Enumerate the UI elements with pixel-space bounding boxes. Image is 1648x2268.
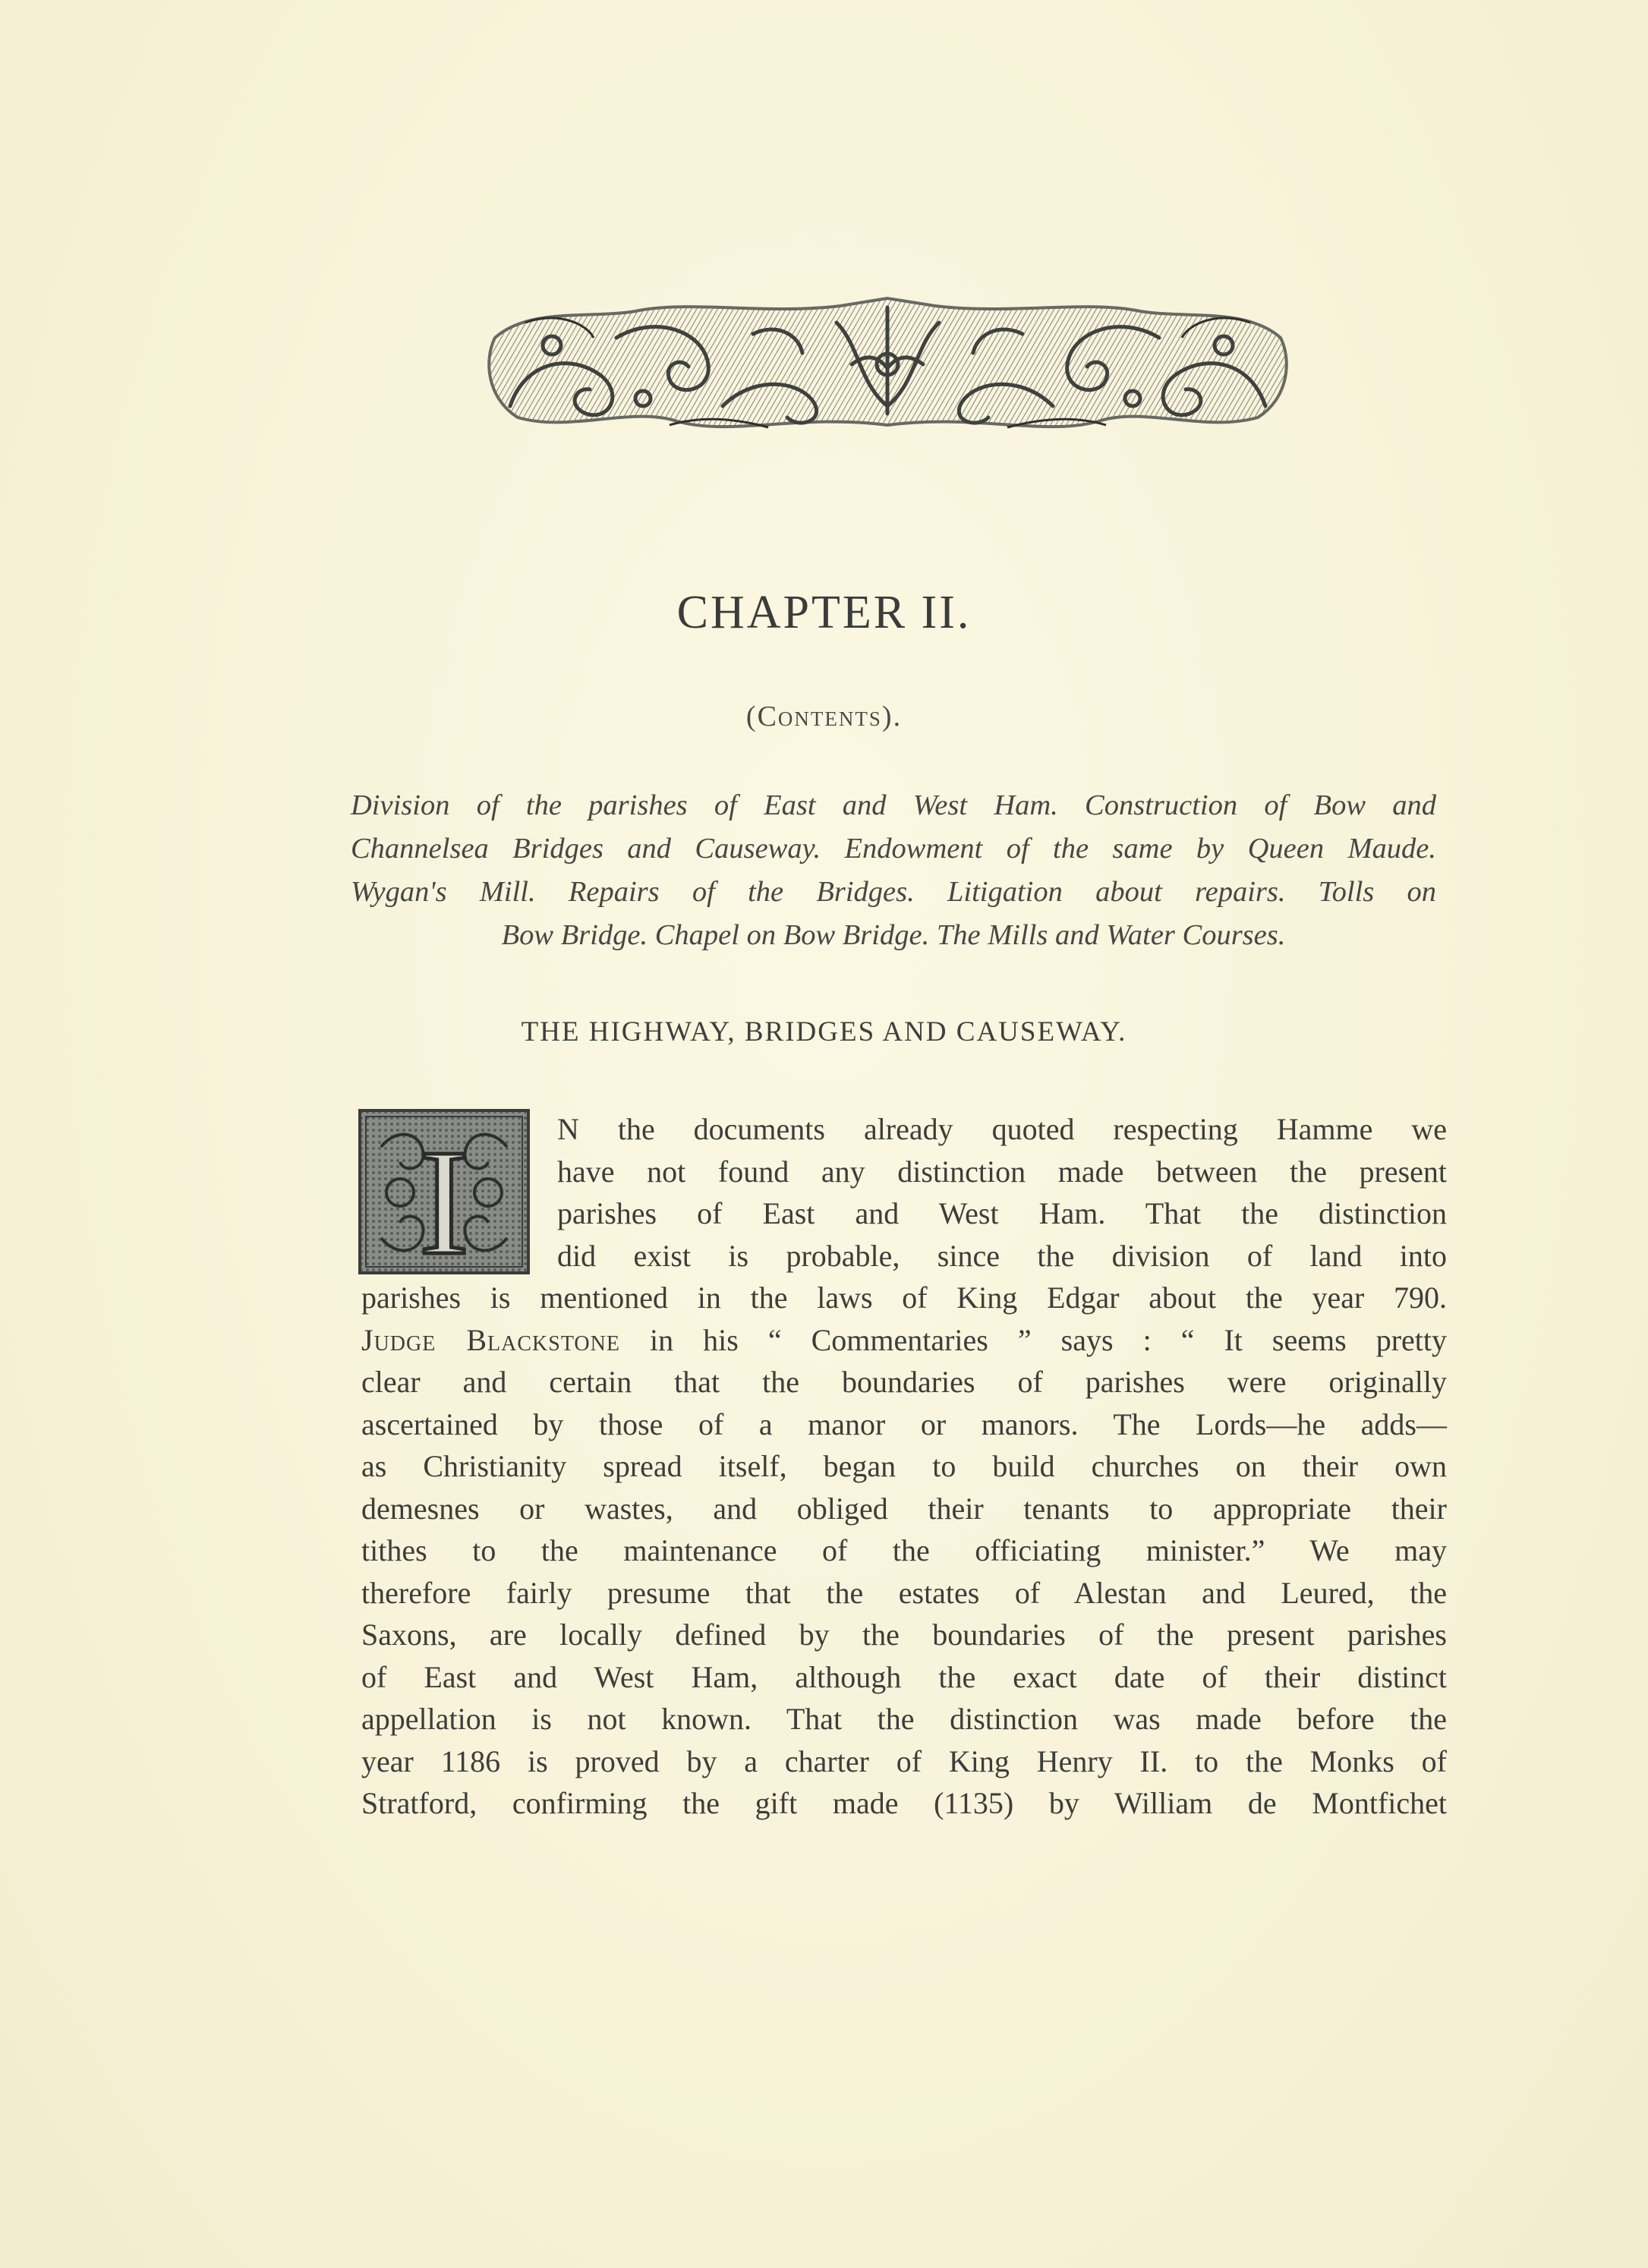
body-line: year 1186 is proved by a charter of King Henry II. to the Monks of bbox=[361, 1744, 1447, 1778]
contents-label: (Contents). bbox=[745, 701, 903, 732]
body-line: demesnes or wastes, and obliged their tenants to appropriate their bbox=[361, 1491, 1447, 1526]
body-line: parishes of East and West Ham. That the distinction bbox=[557, 1196, 1447, 1230]
ornamental-headpiece-icon bbox=[480, 292, 1296, 435]
chapter-synopsis bbox=[351, 784, 1436, 957]
body-text bbox=[361, 1108, 1447, 1825]
body-line-rest: in his “ Commentaries ” says : “ It seems pretty bbox=[619, 1322, 1447, 1357]
synopsis-line: Division of the parishes of East and West Ham. Construction of Bow and bbox=[351, 789, 1436, 821]
body-line: as Christianity spread itself, began to build churches on their own bbox=[361, 1449, 1447, 1483]
cited-author-name: Judge Blackstone bbox=[361, 1322, 620, 1357]
body-line bbox=[361, 1319, 1447, 1362]
body-line: have not found any distinction made between the present bbox=[557, 1154, 1447, 1189]
body-line: did exist is probable, since the division of land into bbox=[557, 1238, 1447, 1273]
svg-text:I: I bbox=[418, 1119, 470, 1274]
body-line: parishes is mentioned in the laws of King Edgar about the year 790. bbox=[361, 1280, 1447, 1315]
synopsis-line: Wygan's Mill. Repairs of the Bridges. Litigation about repairs. Tolls on bbox=[351, 876, 1436, 908]
body-line: tithes to the maintenance of the officiating minister.” We may bbox=[361, 1533, 1447, 1567]
body-line: appellation is not known. That the distinction was made before the bbox=[361, 1702, 1447, 1736]
synopsis-line: Channelsea Bridges and Causeway. Endowment of the same by Queen Maude. bbox=[351, 833, 1436, 865]
body-line: of East and West Ham, although the exact date of their distinct bbox=[361, 1659, 1447, 1694]
body-line: Stratford, confirming the gift made (1135) by William de Montfichet bbox=[361, 1786, 1447, 1820]
synopsis-line: Bow Bridge. Chapel on Bow Bridge. The Mills and Water Courses. bbox=[501, 919, 1286, 951]
body-line: clear and certain that the boundaries of parishes were originally bbox=[361, 1365, 1447, 1399]
body-line: ascertained by those of a manor or manors. The Lords—he adds— bbox=[361, 1406, 1447, 1441]
body-line: N the documents already quoted respecting Hamme we bbox=[557, 1112, 1447, 1146]
body-line: therefore fairly presume that the estates of Alestan and Leured, the bbox=[361, 1575, 1447, 1610]
section-heading: THE HIGHWAY, BRIDGES AND CAUSEWAY. bbox=[521, 1016, 1127, 1047]
body-line: Saxons, are locally defined by the boundaries of the present parishes bbox=[361, 1618, 1447, 1652]
chapter-title: CHAPTER II. bbox=[676, 587, 972, 638]
